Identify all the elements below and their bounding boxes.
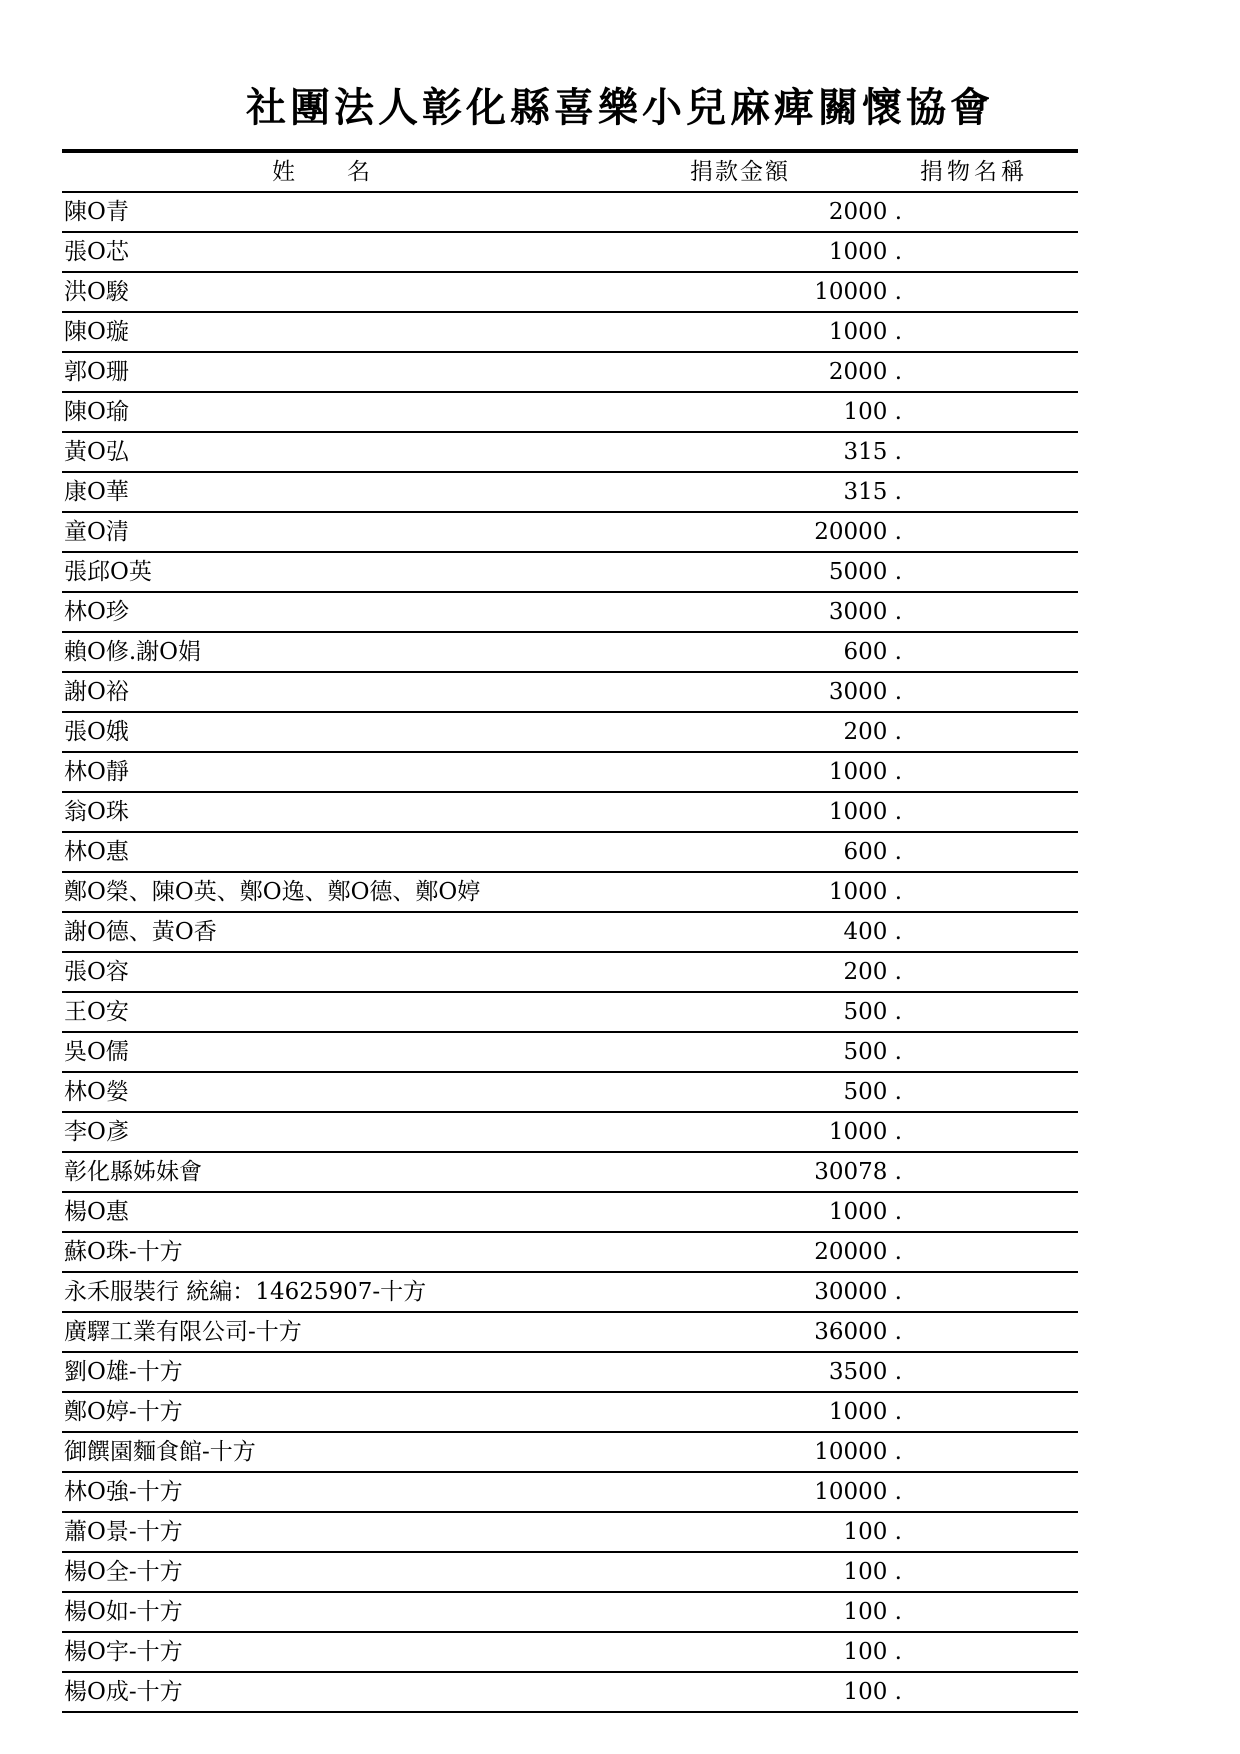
- donation-amount-cell: 100 .: [843, 1599, 902, 1625]
- donation-amount-cell: 100 .: [843, 399, 902, 425]
- donation-amount-cell: 600 .: [843, 839, 902, 865]
- table-row: [62, 193, 1078, 233]
- donor-name-cell: 陳O瑜: [64, 399, 129, 425]
- donation-amount-cell: 1000 .: [828, 759, 902, 785]
- table-row: [62, 1433, 1078, 1473]
- donation-amount-cell: 10000 .: [814, 1439, 902, 1465]
- donor-name-cell: 賴O修.謝O娟: [64, 639, 202, 665]
- donation-amount-cell: 3000 .: [828, 599, 902, 625]
- donor-name-cell: 張O娥: [64, 719, 129, 745]
- table-row: [62, 513, 1078, 553]
- donor-name-cell: 洪O駿: [64, 279, 129, 305]
- donation-table: [62, 149, 1078, 1713]
- table-row: [62, 833, 1078, 873]
- donor-name-cell: 謝O德、黃O香: [64, 919, 217, 945]
- table-row: [62, 713, 1078, 753]
- column-header-goods: 捐物名稱: [920, 159, 1028, 185]
- table-row: [62, 1513, 1078, 1553]
- donation-amount-cell: 1000 .: [828, 1119, 902, 1145]
- donation-amount-cell: 100 .: [843, 1639, 902, 1665]
- donor-name-cell: 御饌園麵食館-十方: [64, 1439, 256, 1465]
- donor-name-cell: 楊O如-十方: [64, 1599, 183, 1625]
- table-row: [62, 593, 1078, 633]
- donor-name-cell: 童O清: [64, 519, 129, 545]
- table-row: [62, 313, 1078, 353]
- donor-name-cell: 鄭O婷-十方: [64, 1399, 183, 1425]
- table-row: [62, 473, 1078, 513]
- donation-amount-cell: 100 .: [843, 1559, 902, 1585]
- donation-amount-cell: 1000 .: [828, 879, 902, 905]
- donor-name-cell: 楊O宇-十方: [64, 1639, 183, 1665]
- donation-amount-cell: 1000 .: [828, 799, 902, 825]
- donation-amount-cell: 1000 .: [828, 1199, 902, 1225]
- donation-amount-cell: 100 .: [843, 1519, 902, 1545]
- donation-amount-cell: 3500 .: [828, 1359, 902, 1385]
- donation-amount-cell: 400 .: [843, 919, 902, 945]
- table-row: [62, 1033, 1078, 1073]
- table-row: [62, 1393, 1078, 1433]
- donor-name-cell: 張邱O英: [64, 559, 152, 585]
- donor-name-cell: 廣驛工業有限公司-十方: [64, 1319, 302, 1345]
- table-body: [62, 193, 1078, 1713]
- donor-name-cell: 林O嫈: [64, 1079, 129, 1105]
- table-row: [62, 1593, 1078, 1633]
- table-row: [62, 913, 1078, 953]
- donor-name-cell: 吳O儒: [64, 1039, 129, 1065]
- donor-name-cell: 林O惠: [64, 839, 129, 865]
- donation-amount-cell: 500 .: [843, 1039, 902, 1065]
- donation-amount-cell: 30078 .: [814, 1159, 902, 1185]
- donor-name-cell: 蘇O珠-十方: [64, 1239, 183, 1265]
- donor-name-cell: 張O芯: [64, 239, 129, 265]
- donation-amount-cell: 500 .: [843, 999, 902, 1025]
- donation-amount-cell: 100 .: [843, 1679, 902, 1705]
- table-row: [62, 1073, 1078, 1113]
- donor-name-cell: 林O強-十方: [64, 1479, 183, 1505]
- donation-amount-cell: 10000 .: [814, 1479, 902, 1505]
- table-row: [62, 433, 1078, 473]
- donor-name-cell: 張O容: [64, 959, 129, 985]
- table-row: [62, 1633, 1078, 1673]
- donation-amount-cell: 1000 .: [828, 239, 902, 265]
- table-row: [62, 953, 1078, 993]
- donor-name-cell: 翁O珠: [64, 799, 129, 825]
- donation-amount-cell: 600 .: [843, 639, 902, 665]
- donation-amount-cell: 5000 .: [828, 559, 902, 585]
- table-row: [62, 553, 1078, 593]
- table-row: [62, 233, 1078, 273]
- donor-name-cell: 陳O青: [64, 199, 129, 225]
- table-row: [62, 393, 1078, 433]
- table-row: [62, 753, 1078, 793]
- table-row: [62, 633, 1078, 673]
- donation-amount-cell: 200 .: [843, 959, 902, 985]
- table-row: [62, 673, 1078, 713]
- table-row: [62, 1273, 1078, 1313]
- donation-amount-cell: 3000 .: [828, 679, 902, 705]
- table-row: [62, 1113, 1078, 1153]
- donation-amount-cell: 200 .: [843, 719, 902, 745]
- donation-amount-cell: 20000 .: [814, 1239, 902, 1265]
- table-row: [62, 1193, 1078, 1233]
- donor-name-cell: 陳O璇: [64, 319, 129, 345]
- donor-name-cell: 李O彥: [64, 1119, 129, 1145]
- donor-name-cell: 林O靜: [64, 759, 129, 785]
- table-row: [62, 873, 1078, 913]
- donor-name-cell: 楊O全-十方: [64, 1559, 183, 1585]
- table-row: [62, 1233, 1078, 1273]
- donor-name-cell: 永禾服裝行 統編：14625907-十方: [64, 1279, 427, 1305]
- donor-name-cell: 謝O裕: [64, 679, 129, 705]
- table-row: [62, 1473, 1078, 1513]
- column-header-name: 姓 名: [272, 159, 372, 185]
- table-row: [62, 1673, 1078, 1713]
- table-row: [62, 1353, 1078, 1393]
- donation-amount-cell: 30000 .: [814, 1279, 902, 1305]
- donor-name-cell: 郭O珊: [64, 359, 129, 385]
- donor-name-cell: 黃O弘: [64, 439, 129, 465]
- donation-amount-cell: 315 .: [843, 439, 902, 465]
- table-row: [62, 993, 1078, 1033]
- document-title: 社團法人彰化縣喜樂小兒麻痺關懷協會: [246, 85, 994, 131]
- donor-name-cell: 彰化縣姊妹會: [64, 1159, 202, 1185]
- donation-amount-cell: 1000 .: [828, 319, 902, 345]
- donor-name-cell: 楊O惠: [64, 1199, 129, 1225]
- donor-name-cell: 蕭O景-十方: [64, 1519, 183, 1545]
- donor-name-cell: 楊O成-十方: [64, 1679, 183, 1705]
- donor-name-cell: 林O珍: [64, 599, 129, 625]
- table-row: [62, 1313, 1078, 1353]
- donation-amount-cell: 1000 .: [828, 1399, 902, 1425]
- table-row: [62, 1553, 1078, 1593]
- donor-name-cell: 康O華: [64, 479, 129, 505]
- donation-amount-cell: 36000 .: [814, 1319, 902, 1345]
- donation-amount-cell: 2000 .: [828, 199, 902, 225]
- table-header: [62, 153, 1078, 193]
- donor-name-cell: 劉O雄-十方: [64, 1359, 183, 1385]
- donation-amount-cell: 20000 .: [814, 519, 902, 545]
- donation-amount-cell: 10000 .: [814, 279, 902, 305]
- donation-amount-cell: 2000 .: [828, 359, 902, 385]
- donation-amount-cell: 500 .: [843, 1079, 902, 1105]
- table-row: [62, 793, 1078, 833]
- table-row: [62, 273, 1078, 313]
- column-header-amount: 捐款金額: [690, 159, 790, 185]
- donation-amount-cell: 315 .: [843, 479, 902, 505]
- table-row: [62, 1153, 1078, 1193]
- donor-name-cell: 王O安: [64, 999, 129, 1025]
- table-row: [62, 353, 1078, 393]
- donor-name-cell: 鄭O榮、陳O英、鄭O逸、鄭O德、鄭O婷: [64, 879, 481, 905]
